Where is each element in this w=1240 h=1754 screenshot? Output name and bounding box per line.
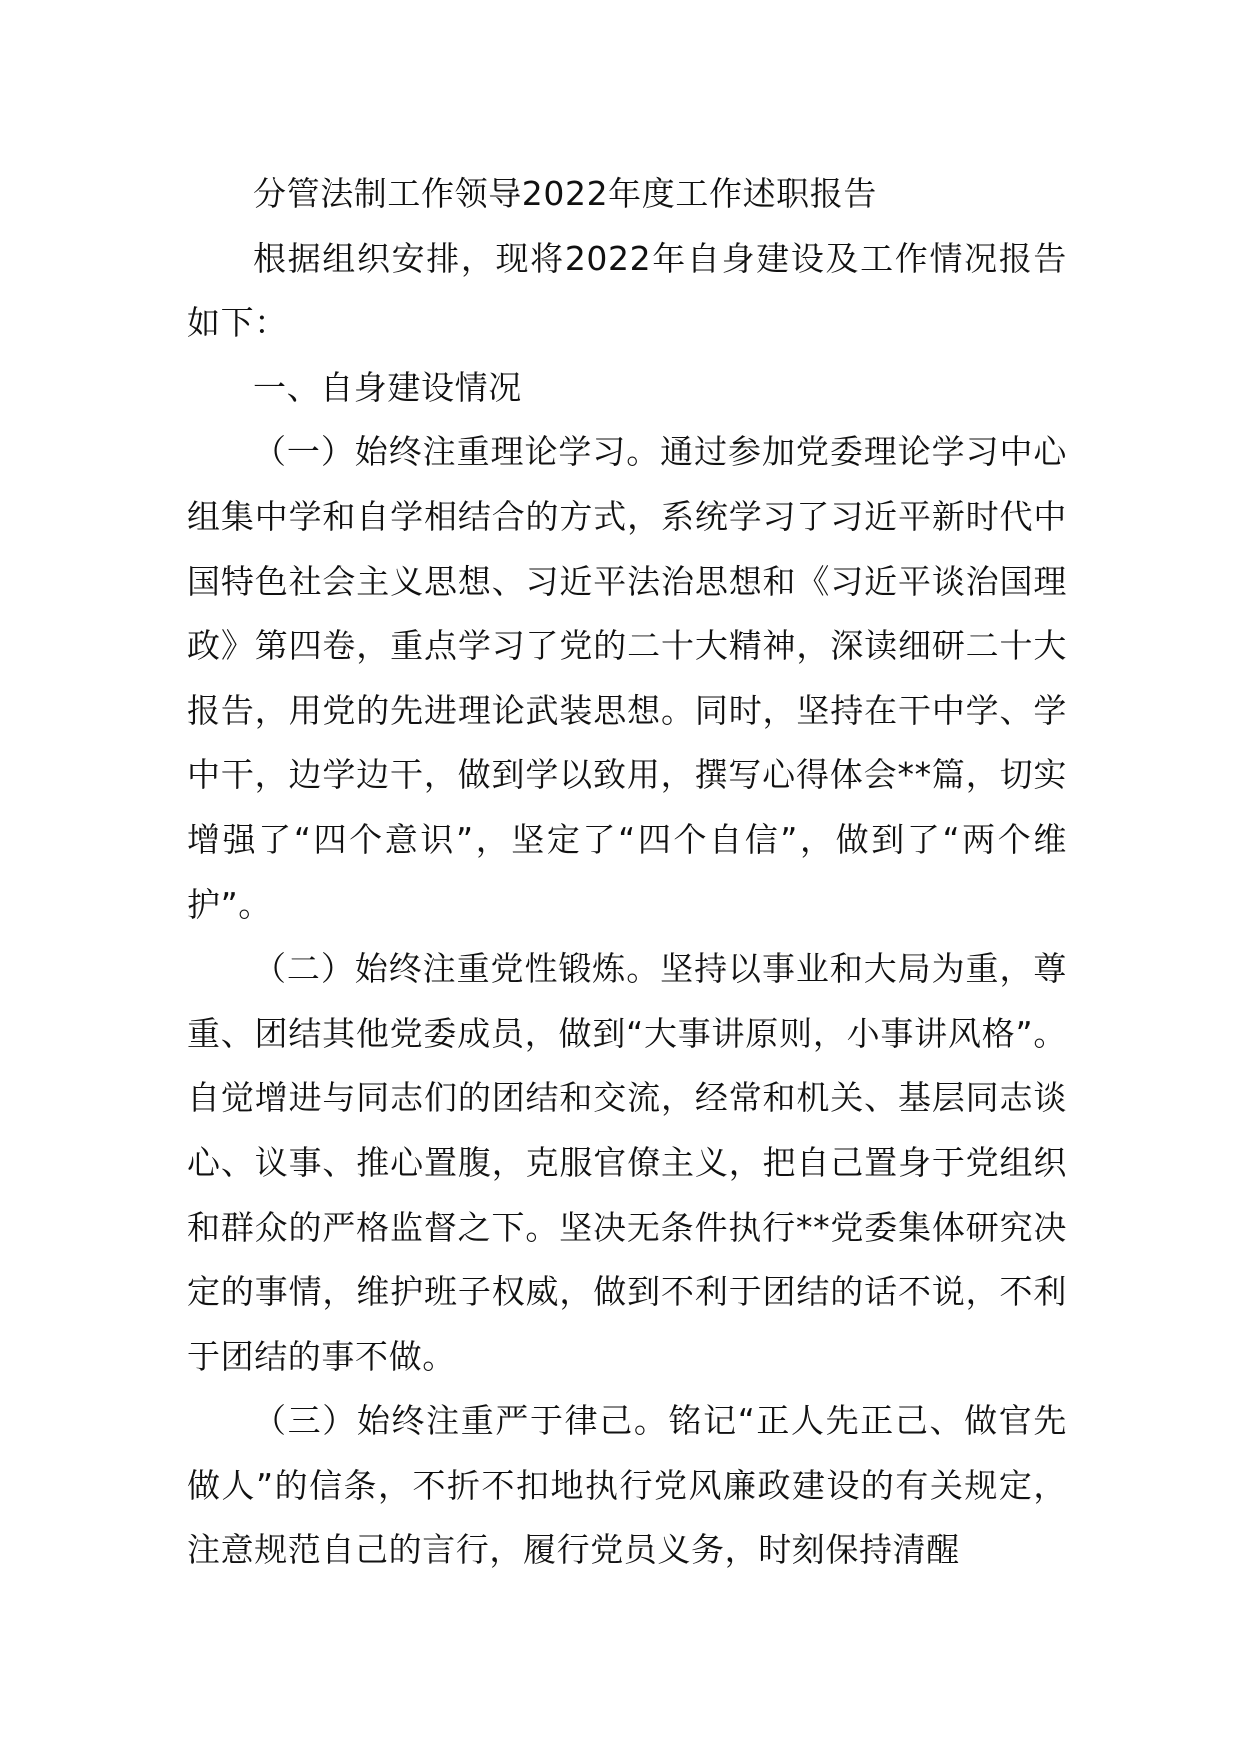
- document-body: [187, 162, 1067, 1583]
- paragraph-party-training: （二）始终注重党性锻炼。坚持以事业和大局为重，尊重、团结其他党委成员，做到“大事讲原则，小事讲风格”。自觉增进与同志们的团结和交流，经常和机关、基层同志谈心、议事、推心置腹，克服官僚主义，把自己置身于党组织和群众的严格监督之下。坚决无条件执行**党委集体研究决定的事情，维护班子权威，做到不利于团结的话不说，不利于团结的事不做。: [187, 949, 1067, 1376]
- paragraph-theory-study: （一）始终注重理论学习。通过参加党委理论学习中心组集中学和自学相结合的方式，系统学习了习近平新时代中国特色社会主义思想、习近平法治思想和《习近平谈治国理政》第四卷，重点学习了党的二十大精神，深读细研二十大报告，用党的先进理论武装思想。同时，坚持在干中学、学中干，边学边干，做到学以致用，撰写心得体会**篇，切实增强了“四个意识”，坚定了“四个自信”，做到了“两个维护”。: [187, 432, 1067, 924]
- paragraph-self-discipline: （三）始终注重严于律己。铭记“正人先正己、做官先做人”的信条，不折不扣地执行党风廉政建设的有关规定，注意规范自己的言行，履行党员义务，时刻保持清醒: [187, 1401, 1067, 1570]
- document-title: 分管法制工作领导2022年度工作述职报告: [253, 174, 877, 213]
- paragraph-intro: 根据组织安排，现将2022年自身建设及工作情况报告如下：: [187, 238, 1067, 343]
- section-heading: 一、自身建设情况: [253, 367, 522, 407]
